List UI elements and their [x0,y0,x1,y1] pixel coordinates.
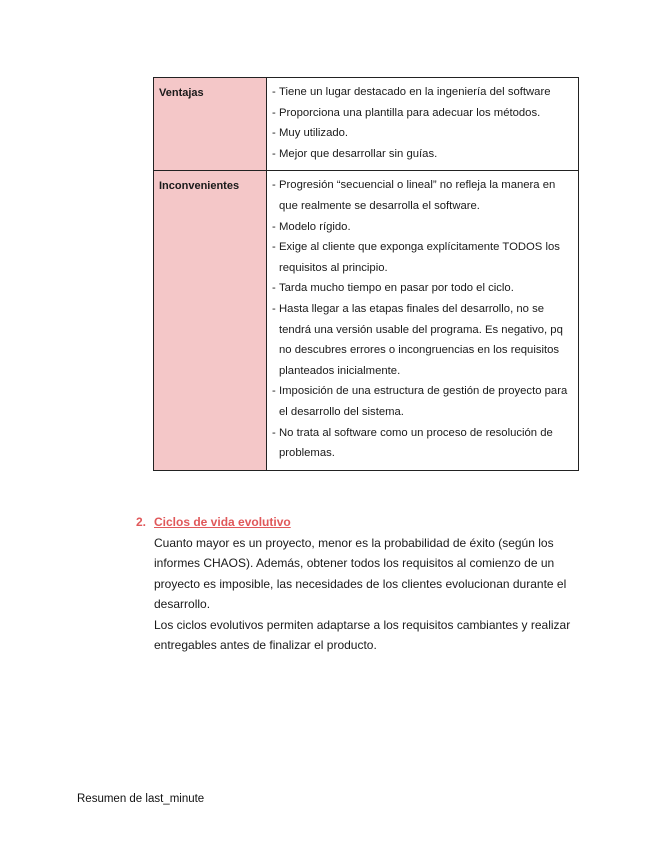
inconvenientes-list [267,171,579,470]
ventajas-list [267,78,579,171]
section-title: Ciclos de vida evolutivo [154,515,291,529]
ventajas-row [154,78,579,171]
section-heading [136,512,596,532]
inconvenientes-row [154,171,579,470]
paragraph: Cuanto mayor es un proyecto, menor es la probabilidad de éxito (según los informes CHAOS). Además, obtener todos los requisitos al comienzo de un proyecto es imposible, las necesidades de los clientes evolucionan durante el desarrollo. [154,536,567,612]
list-item: - Muy utilizado. [272,127,349,140]
list-item: - Hasta llegar a las etapas finales del desarrollo, no se tendrá una versión usable del programa. Es negativo, pq no descubres errores o incongruencias en los requisitos planteados inicialmente. [272,302,563,377]
list-item: - No trata al software como un proceso de resolución de problemas. [272,426,553,460]
list-item: - Exige al cliente que exponga explícitamente TODOS los requisitos al principio. [272,241,560,274]
list-item: - Imposición de una estructura de gestión de proyecto para el desarrollo del sistema. [272,385,568,418]
list-item: - Mejor que desarrollar sin guías. [272,147,438,160]
pros-cons-table [153,77,579,471]
list-item: - Tiene un lugar destacado en la ingeniería del software [272,86,551,98]
section-number: 2. [136,515,147,529]
list-item: - Modelo rígido. [272,220,351,233]
evolutive-section [136,512,596,655]
list-item: - Proporciona una plantilla para adecuar los métodos. [272,106,541,119]
list-item: - Tarda mucho tiempo en pasar por todo el ciclo. [272,282,514,295]
inconvenientes-label: Inconvenientes [154,171,267,470]
list-item: - Progresión “secuencial o lineal” no refleja la manera en que realmente se desarrolla el software. [272,179,556,212]
paragraph: Los ciclos evolutivos permiten adaptarse a los requisitos cambiantes y realizar entregables antes de finalizar el producto. [154,617,571,653]
ventajas-label: Ventajas [154,78,267,171]
page-footer: Resumen de last_minute [77,793,205,805]
